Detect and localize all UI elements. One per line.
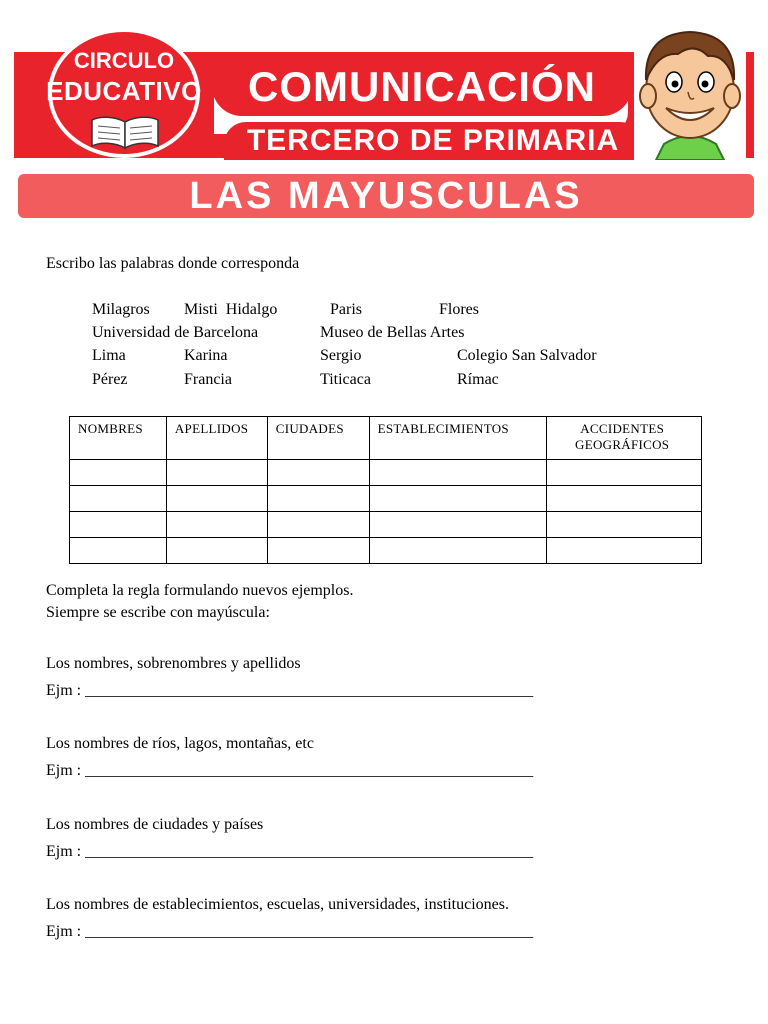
table-cell[interactable] <box>547 538 702 564</box>
table-cell[interactable] <box>369 512 547 538</box>
worksheet-header <box>14 24 754 162</box>
word-milagros: Milagros <box>92 301 150 318</box>
rule-line2: Siempre se escribe con mayúscula: <box>46 604 270 621</box>
item-answer-line-1[interactable]: Ejm : ________________________________________________________ <box>46 682 534 699</box>
item-answer-line-3[interactable]: Ejm : ________________________________________________________ <box>46 843 534 860</box>
subject-title-text: COMUNICACIÓN <box>248 63 596 110</box>
word-titicaca: Titicaca <box>320 371 371 388</box>
table-cell[interactable] <box>267 460 369 486</box>
classification-table <box>69 416 702 564</box>
word-sergio: Sergio <box>320 347 362 364</box>
table-cell[interactable] <box>547 512 702 538</box>
header-ciudades: CIUDADES <box>267 417 369 460</box>
table-cell[interactable] <box>70 538 167 564</box>
logo-line2: EDUCATIVO <box>46 76 202 106</box>
table-cell[interactable] <box>267 512 369 538</box>
word-rimac: Rímac <box>457 371 499 388</box>
grade-title <box>224 122 642 160</box>
item-prompt-2: Los nombres de ríos, lagos, montañas, etc <box>46 735 314 752</box>
word-misti-hidalgo: Misti Hidalgo <box>184 301 278 318</box>
logo-line1: CIRCULO <box>73 48 175 73</box>
table-cell[interactable] <box>166 486 267 512</box>
table-cell[interactable] <box>70 460 167 486</box>
header-apellidos: APELLIDOS <box>166 417 267 460</box>
word-colegio-san-salvador: Colegio San Salvador <box>457 347 597 364</box>
table-row <box>70 538 702 564</box>
word-flores: Flores <box>439 301 479 318</box>
table-cell[interactable] <box>70 512 167 538</box>
circulo-educativo-logo <box>42 28 212 158</box>
table-cell[interactable] <box>369 486 547 512</box>
table-cell[interactable] <box>547 486 702 512</box>
table-cell[interactable] <box>267 538 369 564</box>
item-prompt-4: Los nombres de establecimientos, escuelas, universidades, instituciones. <box>46 896 509 913</box>
table-cell[interactable] <box>547 460 702 486</box>
rule-line1: Completa la regla formulando nuevos ejemplos. <box>46 582 354 599</box>
word-lima: Lima <box>92 347 126 364</box>
word-universidad-barcelona: Universidad de Barcelona <box>92 324 259 341</box>
smiling-boy-icon <box>634 24 746 160</box>
table-cell[interactable] <box>267 486 369 512</box>
table-cell[interactable] <box>166 512 267 538</box>
grade-title-text: TERCERO DE PRIMARIA <box>246 124 620 157</box>
header-establecimientos: ESTABLECIMIENTOS <box>369 417 547 460</box>
word-paris: Paris <box>330 301 362 318</box>
worksheet-title-banner <box>18 174 754 218</box>
table-cell[interactable] <box>369 460 547 486</box>
worksheet-title: LAS MAYUSCULAS <box>189 174 583 217</box>
word-karina: Karina <box>184 347 228 364</box>
table-cell[interactable] <box>166 538 267 564</box>
word-francia: Francia <box>184 371 232 388</box>
table-row <box>70 512 702 538</box>
header-accidentes-geograficos: ACCIDENTES GEOGRÁFICOS <box>547 417 702 460</box>
table-header-row <box>70 417 702 460</box>
word-perez: Pérez <box>92 371 128 388</box>
instructions-intro: Escribo las palabras donde corresponda <box>46 255 300 272</box>
table-row <box>70 460 702 486</box>
table-cell[interactable] <box>166 460 267 486</box>
item-answer-line-2[interactable]: Ejm : ________________________________________________________ <box>46 762 534 779</box>
word-museo-bellas-artes: Museo de Bellas Artes <box>320 324 465 341</box>
header-nombres: NOMBRES <box>70 417 167 460</box>
item-prompt-3: Los nombres de ciudades y países <box>46 816 264 833</box>
table-cell[interactable] <box>70 486 167 512</box>
table-row <box>70 486 702 512</box>
item-answer-line-4[interactable]: Ejm : ________________________________________________________ <box>46 923 534 940</box>
subject-title <box>212 58 632 116</box>
item-prompt-1: Los nombres, sobrenombres y apellidos <box>46 655 301 672</box>
table-cell[interactable] <box>369 538 547 564</box>
open-book-icon <box>90 114 160 150</box>
